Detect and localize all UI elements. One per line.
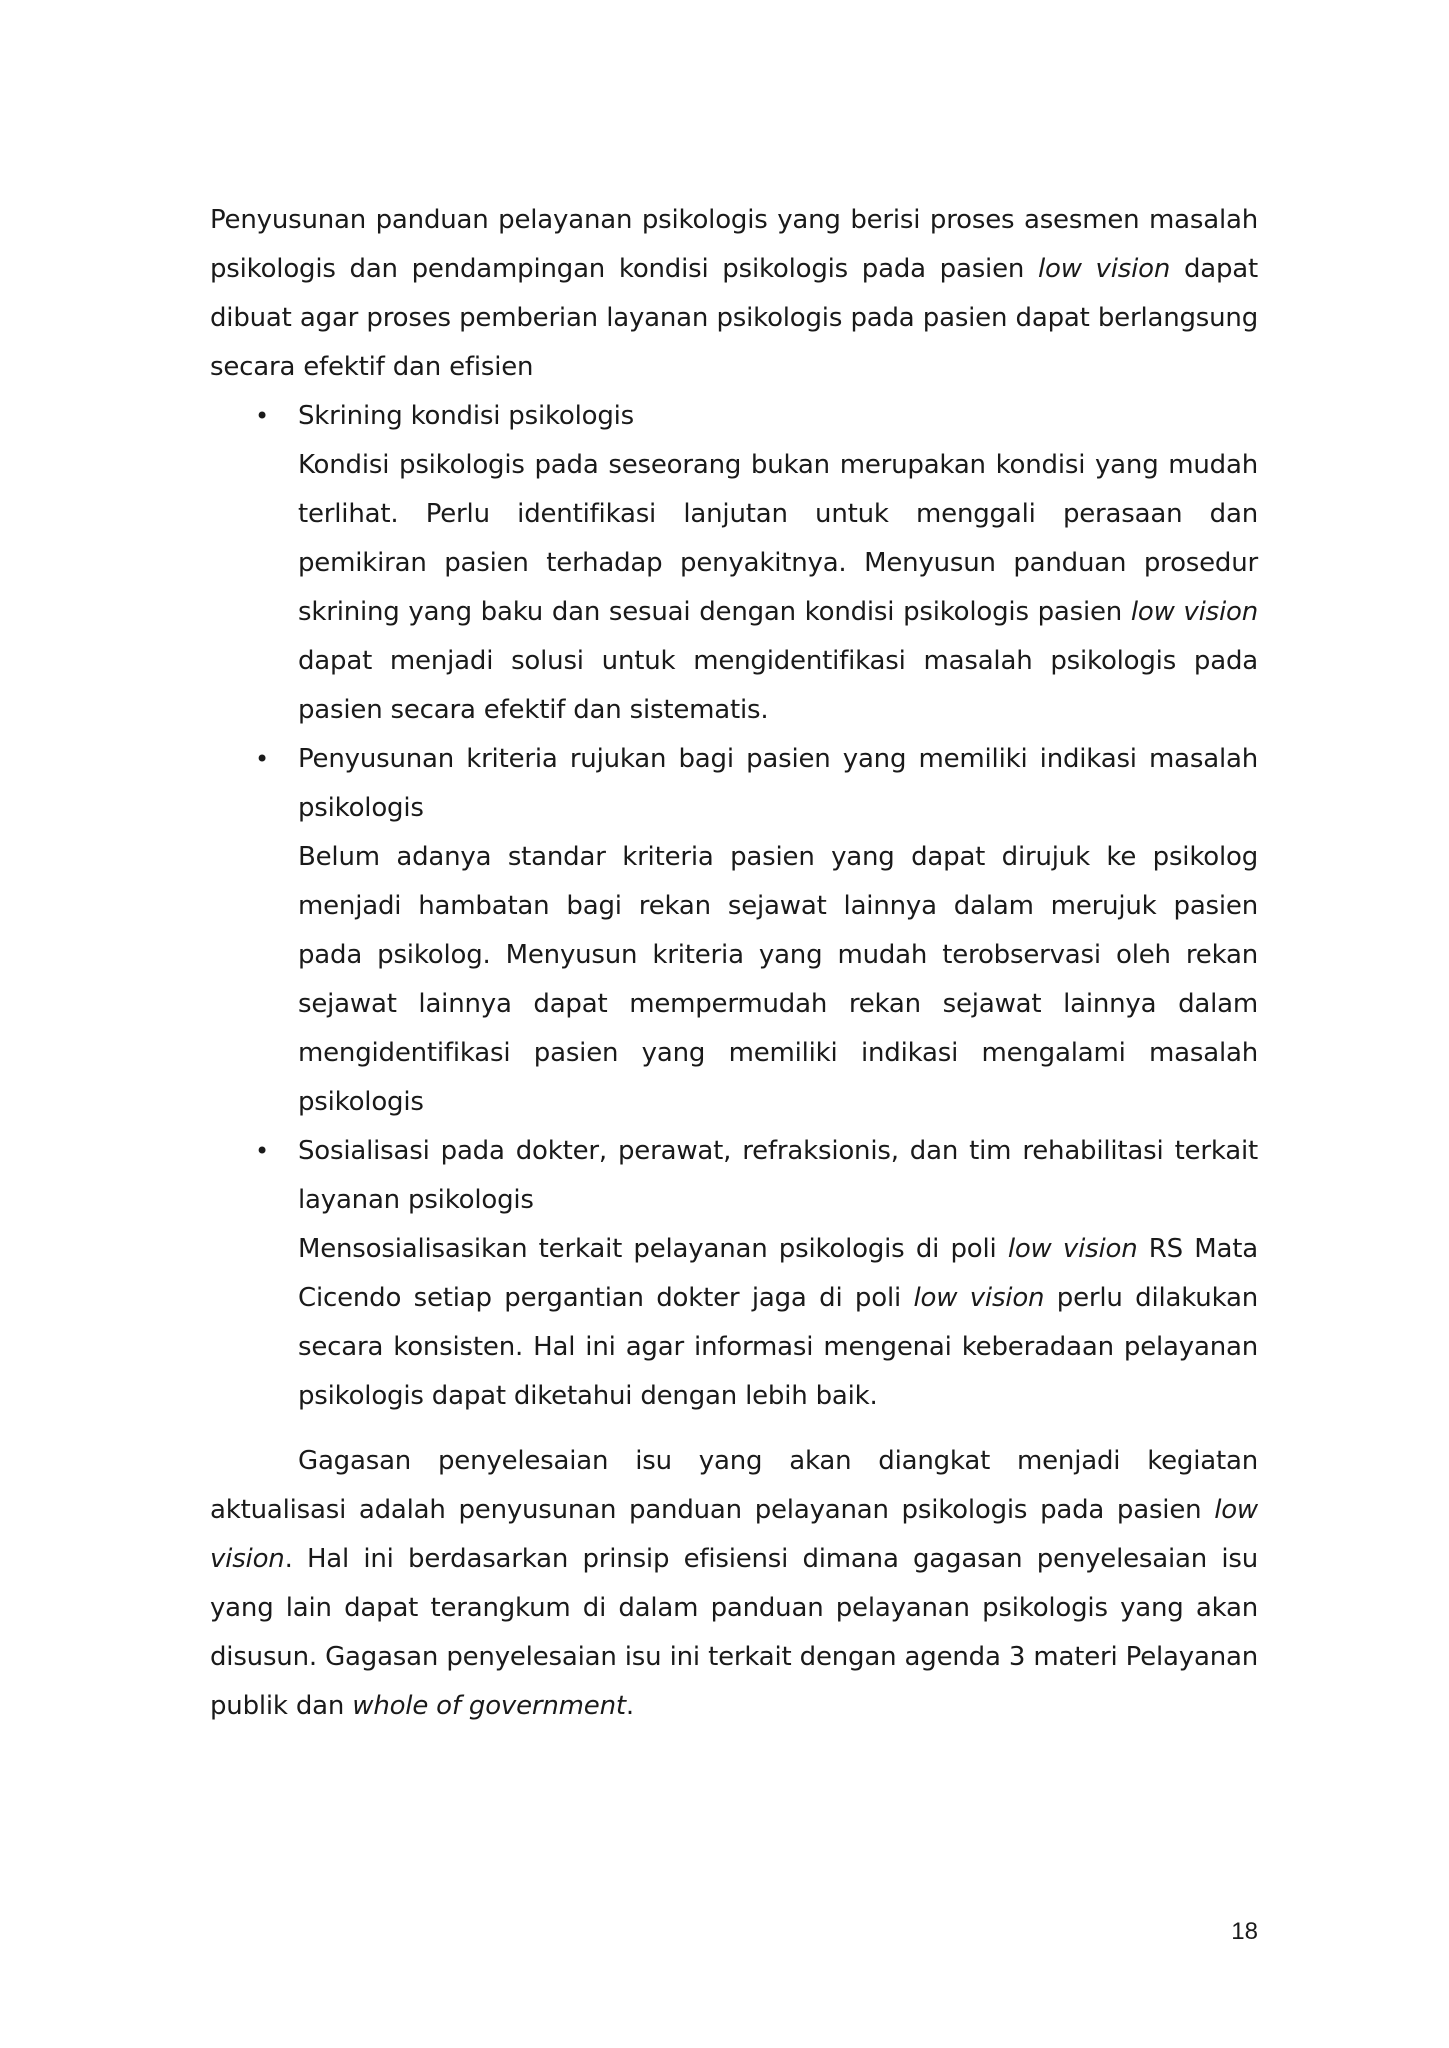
closing-italic-low-vision: low vision <box>210 1495 1258 1574</box>
closing-text-2: . Hal ini berdasarkan prinsip efisiensi dimana gagasan penyelesaian isu yang lain dapat terangkum di dalam panduan pelayanan psikologis yang akan disusun. Gagasan penyelesaian isu ini terkait dengan agenda 3 materi Pelayanan publik dan <box>210 1544 1258 1721</box>
closing-italic-whole-of-government: whole of government <box>352 1691 626 1721</box>
solution-list <box>210 392 1258 1421</box>
list-item-sosialisasi <box>255 1127 1258 1421</box>
item-title: Skrining kondisi psikologis <box>298 401 635 431</box>
intro-text-1: Penyusunan panduan pelayanan psikologis yang berisi proses asesmen masalah psikologis dan pendampingan kondisi psikologis pada pasien <box>210 205 1258 284</box>
item-body <box>298 1225 1258 1421</box>
item-body-italic-low-vision: low vision <box>1007 1234 1138 1264</box>
closing-text-3: . <box>625 1691 634 1721</box>
item-body-text-2: RS Mata Cicendo setiap pergantian dokter jaga di poli <box>298 1234 1258 1313</box>
item-body-text-1: Kondisi psikologis pada seseorang bukan merupakan kondisi yang mudah terlihat. Perlu identifikasi lanjutan untuk menggali perasaan dan pemikiran pasien terhadap penyakitnya. Menyusun panduan prosedur skrining yang baku dan sesuai dengan kondisi psikologis pasien <box>298 450 1258 627</box>
bullet-icon: • <box>255 402 269 430</box>
closing-text-1: Gagasan penyelesaian isu yang akan diangkat menjadi kegiatan aktualisasi adalah penyusunan panduan pelayanan psikologis pada pasien <box>210 1446 1258 1525</box>
bullet-icon: • <box>255 1137 269 1165</box>
intro-text-2: dapat dibuat agar proses pemberian layanan psikologis pada pasien dapat berlangsung secara efektif dan efisien <box>210 254 1259 382</box>
closing-paragraph <box>210 1437 1258 1731</box>
item-body-text-2: dapat menjadi solusi untuk mengidentifikasi masalah psikologis pada pasien secara efektif dan sistematis. <box>298 646 1258 725</box>
bullet-icon: • <box>255 745 269 773</box>
item-body <box>298 833 1258 1127</box>
item-body-text-3: perlu dilakukan secara konsisten. Hal ini agar informasi mengenai keberadaan pelayanan psikologis dapat diketahui dengan lebih baik. <box>298 1283 1258 1411</box>
item-body <box>298 441 1258 735</box>
intro-italic-low-vision: low vision <box>1037 254 1171 284</box>
list-item-kriteria-rujukan <box>255 735 1258 1127</box>
item-title: Penyusunan kriteria rujukan bagi pasien yang memiliki indikasi masalah psikologis <box>298 744 1258 823</box>
page-number: 18 <box>1231 1918 1258 1945</box>
item-body-italic-low-vision-2: low vision <box>913 1283 1045 1313</box>
item-title: Sosialisasi pada dokter, perawat, refraksionis, dan tim rehabilitasi terkait layanan psikologis <box>298 1136 1258 1215</box>
intro-paragraph <box>210 196 1258 392</box>
item-body-text-1: Mensosialisasikan terkait pelayanan psikologis di poli <box>298 1234 1008 1264</box>
item-body-text-1: Belum adanya standar kriteria pasien yang dapat dirujuk ke psikolog menjadi hambatan bagi rekan sejawat lainnya dalam merujuk pasien pada psikolog. Menyusun kriteria yang mudah terobservasi oleh rekan sejawat lainnya dapat mempermudah rekan sejawat lainnya dalam mengidentifikasi pasien yang memiliki indikasi mengalami masalah psikologis <box>298 842 1258 1117</box>
page-content <box>210 196 1258 1757</box>
item-body-italic-low-vision: low vision <box>1130 597 1258 627</box>
list-item-skrining <box>255 392 1258 735</box>
